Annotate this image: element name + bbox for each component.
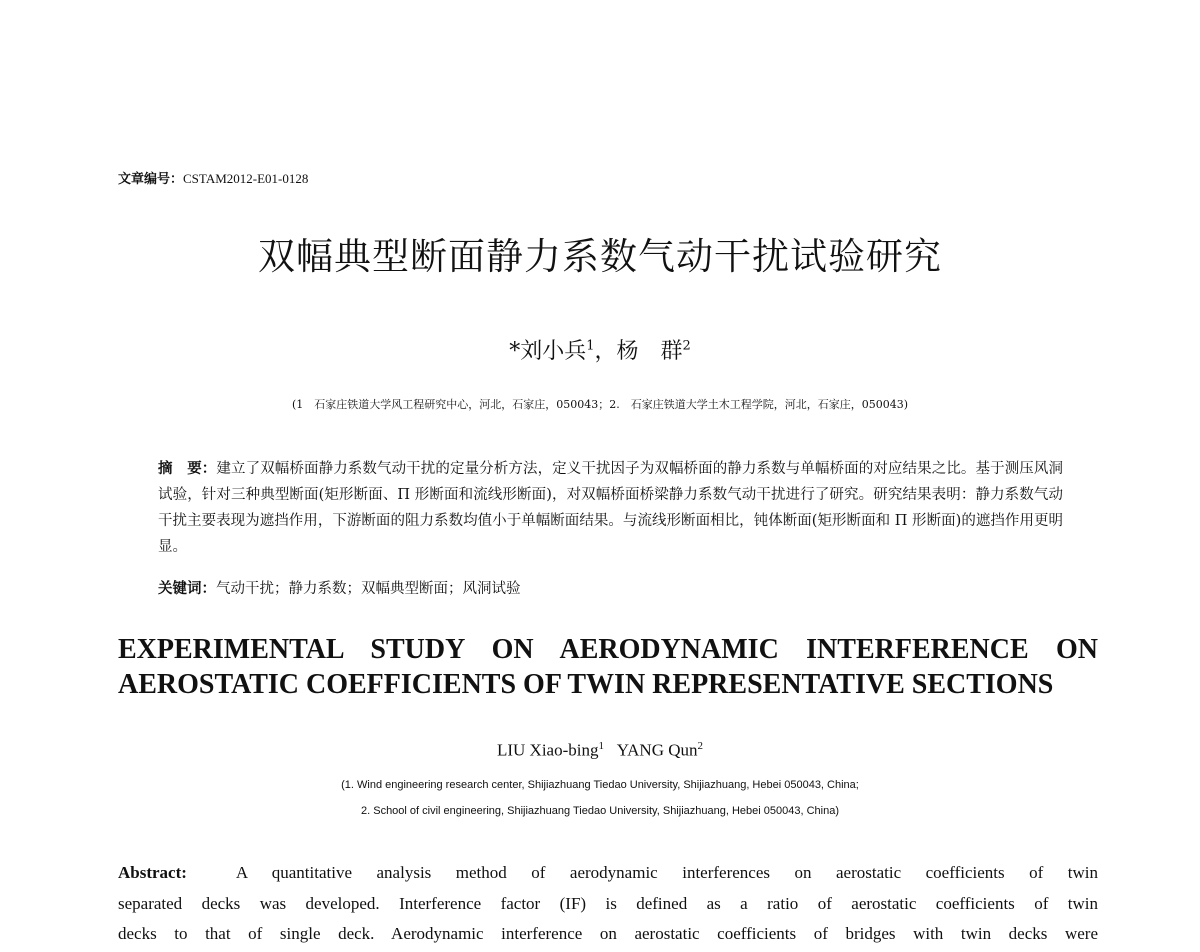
english-title-line: AEROSTATIC COEFFICIENTS OF TWIN REPRESENTATIVE SECTIONS [118,669,1054,700]
author-affil-mark: 2 [682,338,691,354]
abstract-label: Abstract: [118,863,187,882]
author-affil-mark: 1 [586,338,595,354]
english-affiliation [0,772,1200,824]
abstract-line: separated decks was developed. Interference factor (IF) is defined as a ratio of aerostatic coefficients of twin [118,893,1098,913]
chinese-affiliation: (1 石家庄铁道大学风工程研究中心，河北，石家庄，050043；2. 石家庄铁道大学土木工程学院，河北，石家庄，050043) [291,398,909,411]
abstract-line [118,858,1098,889]
author-name: 杨 群 [616,339,683,364]
chinese-title: 双幅典型断面静力系数气动干扰试验研究 [258,235,942,278]
english-title [118,632,1098,702]
chinese-abstract [158,456,1063,560]
abstract-line: decks to that of single deck. Aerodynamic interference on aerostatic coefficients of bridges with twin decks were [118,924,1098,943]
author-name: YANG Qun [616,740,698,760]
english-abstract [118,858,1098,950]
article-number-value: CSTAM2012-E01-0128 [183,171,309,186]
affiliation-line: 2. School of civil engineering, Shijiazhuang Tiedao University, Shijiazhuang, Hebei 050043, China) [361,805,839,817]
abstract-text: 建立了双幅桥面静力系数气动干扰的定量分析方法，定义干扰因子为双幅桥面的静力系数与单幅桥面的对应结果之比。基于测压风洞试验，针对三种典型断面(矩形断面、П 形断面和流线形断面)，对双幅桥面桥梁静力系数气动干扰进行了研究。研究结果表明：静力系数气动干扰主要表现为遮挡作用，下游断面的阻力系数均值小于单幅断面结果。与流线形断面相比，钝体断面(矩形断面和 П 形断面)的遮挡作用更明显。 [158,461,1064,555]
keywords-text: 气动干扰；静力系数；双幅典型断面；风洞试验 [216,581,521,597]
chinese-authors: *刘小兵$^1$，杨 群$^2$ [509,338,691,364]
author-name: *刘小兵 [509,339,587,364]
author-name: LIU Xiao-bing [496,740,599,760]
english-title-line: EXPERIMENTAL STUDY ON AERODYNAMIC INTERFERENCE ON [118,634,1098,665]
affiliation-line: (1. Wind engineering research center, Shijiazhuang Tiedao University, Shijiazhuang, Hebei 050043, China; [341,779,859,791]
chinese-keywords [158,577,521,598]
english-authors [0,740,1200,761]
article-number [118,168,308,187]
author-affil-mark: 2 [697,740,703,752]
author-affil-mark: 1 [598,740,604,752]
abstract-text: A quantitative analysis method of aerodynamic interferences on aerostatic coefficients of twin [235,863,1098,882]
keywords-label: 关键词： [158,581,216,597]
abstract-label: 摘 要： [158,461,217,477]
article-number-label: 文章编号： [118,172,184,187]
